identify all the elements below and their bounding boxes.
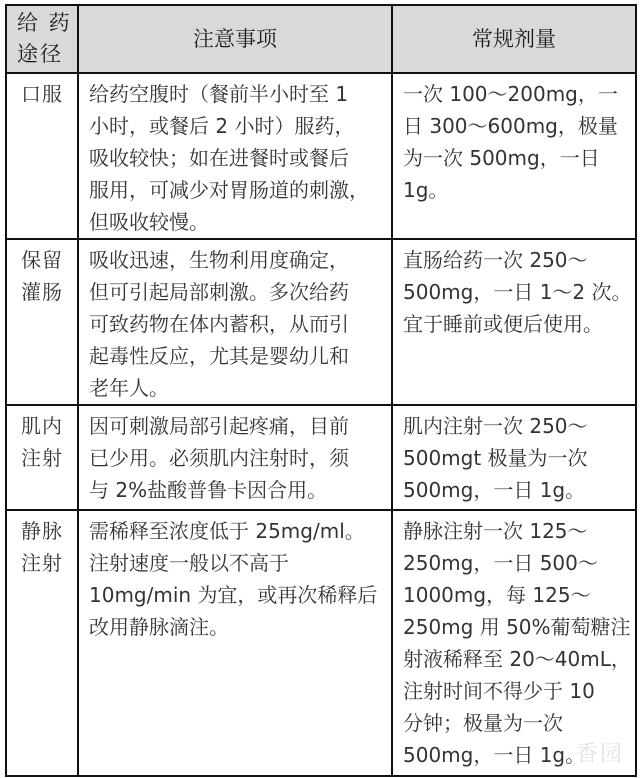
table-row-intramuscular <box>6 405 636 510</box>
dosage-line: 肌内注射一次 250～ <box>403 414 588 438</box>
dosage-line: 静脉注射一次 125～ <box>403 519 588 543</box>
header-route <box>6 5 78 73</box>
header-dosage: 常规剂量 <box>392 5 636 73</box>
route-text: 肌内 <box>21 414 63 438</box>
dosage-line: 250mg，一日 500～ <box>403 551 598 575</box>
table-row-retention-enema <box>6 239 636 405</box>
table-row-intravenous <box>6 510 636 776</box>
table-header-row <box>6 5 636 73</box>
dosage-line: 射液稀释至 20～40mL， <box>403 647 631 671</box>
notes-line: 但吸收较慢。 <box>89 210 209 234</box>
dosage-line: 分钟；极量为一次 <box>403 711 563 735</box>
dosage-line: 注射时间不得少于 10 <box>403 679 595 703</box>
dosage-line: 500mg，一日 1～2 次。 <box>403 280 632 304</box>
route-cell <box>6 510 78 776</box>
dosage-line: 1000mg，每 125～ <box>403 583 591 607</box>
route-text: 口服 <box>21 82 63 106</box>
route-text: 注射 <box>21 446 63 470</box>
notes-line: 与 2%盐酸普鲁卡因合用。 <box>89 478 328 502</box>
dosage-cell <box>392 405 636 510</box>
notes-cell <box>78 73 392 239</box>
notes-line: 给药空腹时（餐前半小时至 1 <box>89 82 349 106</box>
dosage-cell <box>392 239 636 405</box>
notes-line: 但可引起局部刺激。多次给药 <box>89 280 349 304</box>
watermark-logo: 香园 <box>575 742 624 767</box>
dosage-cell <box>392 510 636 776</box>
notes-line: 老年人。 <box>89 376 169 400</box>
dosage-table-container <box>5 4 635 777</box>
notes-line: 起毒性反应，尤其是婴幼儿和 <box>89 344 349 368</box>
dosage-line: 500mg，一日 1g。 <box>403 478 586 502</box>
route-text: 注射 <box>21 551 63 575</box>
notes-line: 需稀释至浓度低于 25mg/ml。 <box>89 519 365 543</box>
notes-line: 10mg/min 为宜，或再次稀释后 <box>89 583 378 607</box>
notes-line: 注射速度一般以不高于 <box>89 551 289 575</box>
dosage-line: 为一次 500mg，一日 <box>403 146 600 170</box>
route-text: 保留 <box>21 248 63 272</box>
notes-line: 吸收较快；如在进餐时或餐后 <box>89 146 349 170</box>
notes-line: 因可刺激局部引起疼痛，目前 <box>89 414 349 438</box>
route-text: 灌肠 <box>21 280 63 304</box>
dosage-line: 一次 100～200mg，一 <box>403 82 618 106</box>
notes-line: 改用静脉滴注。 <box>89 615 229 639</box>
dosage-line: 500mg，一日 1g。 <box>403 743 586 767</box>
header-notes: 注意事项 <box>78 5 392 73</box>
table-row-oral <box>6 73 636 239</box>
notes-line: 已少用。必须肌内注射时，须 <box>89 446 349 470</box>
route-cell <box>6 405 78 510</box>
route-cell <box>6 73 78 239</box>
notes-line: 可致药物在体内蓄积，从而引 <box>89 312 349 336</box>
dosage-line: 250mg 用 50%葡萄糖注 <box>403 615 631 639</box>
header-route-line: 给 药 <box>17 11 72 35</box>
dosage-cell <box>392 73 636 239</box>
header-route-line: 途径 <box>17 42 63 66</box>
notes-cell <box>78 510 392 776</box>
dosage-line: 直肠给药一次 250～ <box>403 248 588 272</box>
notes-cell <box>78 239 392 405</box>
notes-line: 吸收迅速，生物利用度确定， <box>89 248 349 272</box>
dosage-line: 500mgt 极量为一次 <box>403 446 588 470</box>
dosage-line: 日 300～600mg，极量 <box>403 114 618 138</box>
notes-line: 服用，可减少对胃肠道的刺激， <box>89 178 369 202</box>
notes-line: 小时，或餐后 2 小时）服药， <box>89 114 355 138</box>
route-cell <box>6 239 78 405</box>
administration-route-table <box>5 4 637 777</box>
route-text: 静脉 <box>21 519 63 543</box>
notes-cell <box>78 405 392 510</box>
dosage-line: 宜于睡前或便后使用。 <box>403 312 603 336</box>
dosage-line: 1g。 <box>403 178 449 202</box>
